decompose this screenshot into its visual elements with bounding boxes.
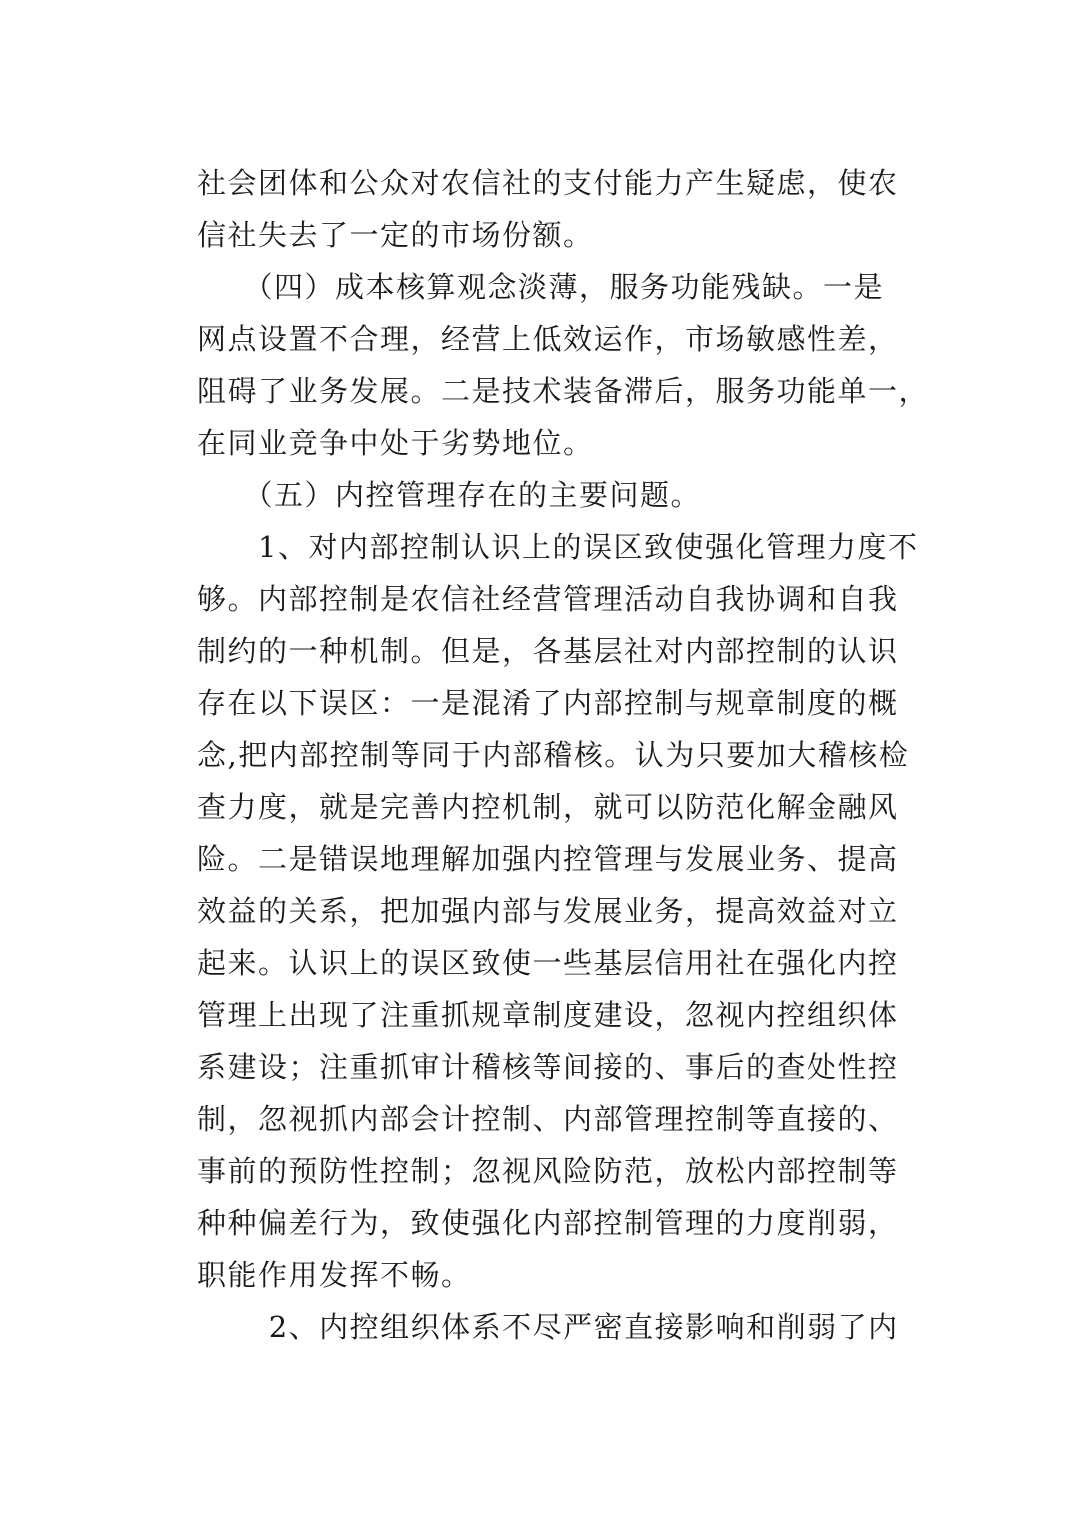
text-line: 系建设；注重抓审计稽核等间接的、事后的查处性控 [197,1050,899,1084]
text-line: 念,把内部控制等同于内部稽核。认为只要加大稽核检 [197,738,910,772]
text-line: 存在以下误区：一是混淆了内部控制与规章制度的概 [197,686,899,720]
body-text [197,157,930,1353]
text-line: 在同业竞争中处于劣势地位。 [197,426,594,460]
text-line: 起来。认识上的误区致使一些基层信用社在强化内控 [197,946,899,980]
text-line: 制，忽视抓内部会计控制、内部管理控制等直接的、 [197,1102,899,1136]
text-line: 制约的一种机制。但是，各基层社对内部控制的认识 [197,634,899,668]
text-line: 险。二是错误地理解加强内控管理与发展业务、提高 [197,842,899,876]
text-line: 信社失去了一定的市场份额。 [197,218,594,252]
text-line: 查力度，就是完善内控机制，就可以防范化解金融风 [197,790,899,824]
text-line: 效益的关系，把加强内部与发展业务，提高效益对立 [197,894,899,928]
text-line: （五）内控管理存在的主要问题。 [197,478,702,512]
text-line: 1、对内部控制认识上的误区致使强化管理力度不 [197,530,919,564]
text-line: 事前的预防性控制；忽视风险防范，放松内部控制等 [197,1154,899,1188]
text-line: 管理上出现了注重抓规章制度建设，忽视内控组织体 [197,998,899,1032]
text-line: 阻碍了业务发展。二是技术装备滞后，服务功能单一， [197,374,930,408]
text-line: 种种偏差行为，致使强化内部控制管理的力度削弱， [197,1206,899,1240]
text-line: 社会团体和公众对农信社的支付能力产生疑虑，使农 [197,166,899,200]
text-line: 够。内部控制是农信社经营管理活动自我协调和自我 [197,582,899,616]
text-line: 网点设置不合理，经营上低效运作，市场敏感性差， [197,322,899,356]
text-line: 2、内控组织体系不尽严密直接影响和削弱了内 [197,1310,899,1344]
text-line: 职能作用发挥不畅。 [197,1258,472,1292]
text-line: （四）成本核算观念淡薄，服务功能残缺。一是 [197,270,885,304]
